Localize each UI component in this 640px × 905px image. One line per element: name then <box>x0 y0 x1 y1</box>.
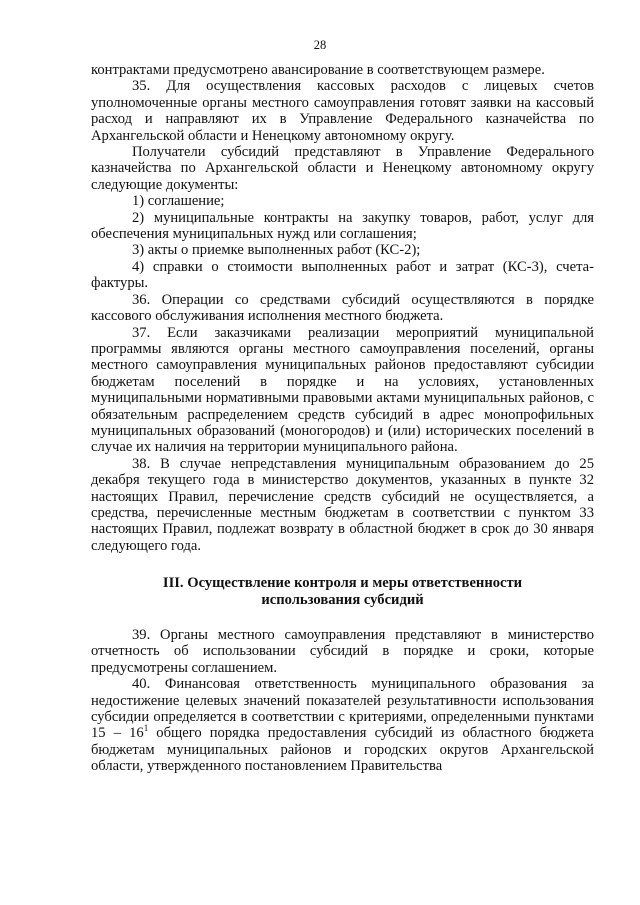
paragraph: 4) справки о стоимости выполненных работ и затрат (КС-3), счета-фактуры. <box>91 258 594 292</box>
paragraph: 38. В случае непредставления муниципальным образованием до 25 декабря текущего года в министерство документов, указанных в пункте 32 настоящих Правил, перечисление средств субсидий не осуществляется, а средства, перечисленные местным бюджетам в соответствии с пунктом 33 настоящих Правил, подлежат возврату в областной бюджет в срок до 30 января следующего года. <box>91 455 594 554</box>
paragraph-40-text-a: 40. Финансовая ответственность муниципального образования за недостижение целевых значений показателей результативности использования субсидии определяется в соответствии с критериями, определенными пунктами 15 – 16 <box>91 676 594 742</box>
paragraph: 37. Если заказчиками реализации мероприятий муниципальной программы являются органы местного самоуправления поселений, органы местного самоуправления муниципальных районов предоставляют субсидии бюджетам поселений в порядке и на условиях, установленных муниципальными нормативными правовыми актами муниципальных районов, с обязательным распределением средств субсидий в адрес монопрофильных муниципальных образований (моногородов) и (или) исторических поселений в случае их наличия на территории муниципального района. <box>91 324 594 456</box>
paragraph: 2) муниципальные контракты на закупку товаров, работ, услуг для обеспечения муниципальных нужд или соглашения; <box>91 209 594 243</box>
section-heading-line-1: III. Осуществление контроля и меры ответственности <box>162 575 523 592</box>
paragraph: Получатели субсидий представляют в Управление Федерального казначейства по Архангельской области и Ненецкому автономному округу следующие документы: <box>91 144 594 193</box>
paragraph: 36. Операции со средствами субсидий осуществляются в порядке кассового обслуживания исполнения местного бюджета. <box>91 291 594 325</box>
paragraphs-before-heading <box>91 62 594 554</box>
paragraph-39: 39. Органы местного самоуправления представляют в министерство отчетность об использовании субсидий в порядке и сроки, которые предусмотрены соглашением. <box>91 627 594 676</box>
section-heading-line-2: использования субсидий <box>261 591 424 608</box>
paragraph: контрактами предусмотрено авансирование в соответствующем размере. <box>91 62 545 78</box>
paragraph-40-text-b: общего порядка предоставления субсидий из областного бюджета бюджетам муниципальных районов и городских округов Архангельской области, утвержденного постановлением Правительства <box>91 725 595 775</box>
page-number: 28 <box>313 38 327 52</box>
paragraph-40 <box>91 676 594 774</box>
page-body <box>91 62 594 775</box>
paragraph: 35. Для осуществления кассовых расходов с лицевых счетов уполномоченные органы местного самоуправления готовят заявки на кассовый расход и направляют их в Управление Федерального казначейства по Архангельской области и Ненецкому автономному округу. <box>91 78 594 144</box>
section-heading <box>91 575 594 608</box>
paragraph: 1) соглашение; <box>132 193 225 210</box>
paragraph-40-superscript: 1 <box>143 723 149 734</box>
paragraph: 3) акты о приемке выполненных работ (КС-2); <box>132 242 421 259</box>
